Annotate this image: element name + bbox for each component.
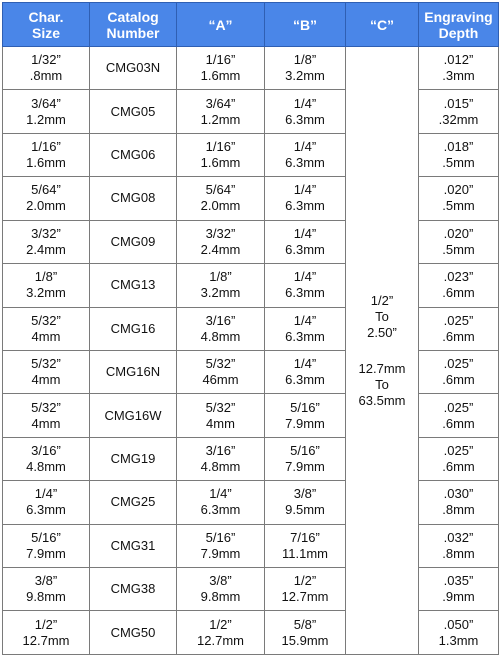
cell-engraving-depth: .025” .6mm: [419, 307, 499, 350]
header-a: “A”: [177, 3, 265, 47]
cell-catalog-number: CMG25: [90, 481, 177, 524]
cell-catalog-number: CMG03N: [90, 47, 177, 90]
cell-b: 1/2” 12.7mm: [265, 568, 346, 611]
cell-engraving-depth: .035” .9mm: [419, 568, 499, 611]
cell-b: 5/16” 7.9mm: [265, 394, 346, 437]
cell-catalog-number: CMG13: [90, 264, 177, 307]
cell-b: 5/16” 7.9mm: [265, 437, 346, 480]
cell-char-size: 3/16” 4.8mm: [3, 437, 90, 480]
cell-a: 3/8” 9.8mm: [177, 568, 265, 611]
cell-b: 1/8” 3.2mm: [265, 47, 346, 90]
cell-char-size: 3/8” 9.8mm: [3, 568, 90, 611]
cell-a: 3/32” 2.4mm: [177, 220, 265, 263]
table-row: [3, 611, 499, 655]
cell-char-size: 5/16” 7.9mm: [3, 524, 90, 567]
cell-engraving-depth: .025” .6mm: [419, 350, 499, 393]
cell-char-size: 1/4” 6.3mm: [3, 481, 90, 524]
cell-engraving-depth: .025” .6mm: [419, 394, 499, 437]
cell-char-size: 3/32” 2.4mm: [3, 220, 90, 263]
table-row: [3, 481, 499, 524]
cell-catalog-number: CMG38: [90, 568, 177, 611]
cell-a: 1/2” 12.7mm: [177, 611, 265, 655]
cell-char-size: 1/16” 1.6mm: [3, 133, 90, 176]
cell-a: 3/16” 4.8mm: [177, 307, 265, 350]
cell-engraving-depth: .012” .3mm: [419, 47, 499, 90]
cell-engraving-depth: .018” .5mm: [419, 133, 499, 176]
cell-b: 1/4” 6.3mm: [265, 350, 346, 393]
cell-engraving-depth: .023” .6mm: [419, 264, 499, 307]
table-row: [3, 133, 499, 176]
header-row: [3, 3, 499, 47]
table-row: [3, 524, 499, 567]
cell-catalog-number: CMG19: [90, 437, 177, 480]
engraving-spec-table: [2, 2, 499, 655]
cell-catalog-number: CMG16: [90, 307, 177, 350]
table-row: [3, 437, 499, 480]
header-b: “B”: [265, 3, 346, 47]
cell-catalog-number: CMG16N: [90, 350, 177, 393]
cell-a: 1/8” 3.2mm: [177, 264, 265, 307]
cell-char-size: 5/32” 4mm: [3, 307, 90, 350]
cell-c-range: 1/2” To 2.50” 12.7mm To 63.5mm: [346, 47, 419, 655]
cell-a: 5/32” 46mm: [177, 350, 265, 393]
cell-engraving-depth: .020” .5mm: [419, 220, 499, 263]
cell-catalog-number: CMG06: [90, 133, 177, 176]
cell-a: 1/4” 6.3mm: [177, 481, 265, 524]
cell-b: 3/8” 9.5mm: [265, 481, 346, 524]
cell-char-size: 5/64” 2.0mm: [3, 177, 90, 220]
header-c: “C”: [346, 3, 419, 47]
cell-engraving-depth: .032” .8mm: [419, 524, 499, 567]
cell-catalog-number: CMG50: [90, 611, 177, 655]
cell-b: 1/4” 6.3mm: [265, 177, 346, 220]
cell-b: 1/4” 6.3mm: [265, 264, 346, 307]
table-row: [3, 220, 499, 263]
table-row: [3, 264, 499, 307]
cell-b: 1/4” 6.3mm: [265, 220, 346, 263]
table-row: [3, 90, 499, 133]
header-catalog-number: Catalog Number: [90, 3, 177, 47]
cell-char-size: 3/64” 1.2mm: [3, 90, 90, 133]
cell-engraving-depth: .025” .6mm: [419, 437, 499, 480]
table-row: [3, 47, 499, 90]
cell-char-size: 5/32” 4mm: [3, 350, 90, 393]
cell-a: 3/16” 4.8mm: [177, 437, 265, 480]
cell-char-size: 5/32” 4mm: [3, 394, 90, 437]
table-row: [3, 394, 499, 437]
cell-a: 1/16” 1.6mm: [177, 133, 265, 176]
cell-char-size: 1/2” 12.7mm: [3, 611, 90, 655]
cell-char-size: 1/8” 3.2mm: [3, 264, 90, 307]
cell-char-size: 1/32” .8mm: [3, 47, 90, 90]
cell-a: 5/64” 2.0mm: [177, 177, 265, 220]
cell-b: 5/8” 15.9mm: [265, 611, 346, 655]
cell-a: 1/16” 1.6mm: [177, 47, 265, 90]
table-row: [3, 568, 499, 611]
table-row: [3, 177, 499, 220]
cell-a: 5/32” 4mm: [177, 394, 265, 437]
cell-engraving-depth: .030” .8mm: [419, 481, 499, 524]
cell-b: 1/4” 6.3mm: [265, 307, 346, 350]
cell-b: 1/4” 6.3mm: [265, 133, 346, 176]
cell-catalog-number: CMG05: [90, 90, 177, 133]
cell-catalog-number: CMG16W: [90, 394, 177, 437]
cell-engraving-depth: .020” .5mm: [419, 177, 499, 220]
cell-a: 5/16” 7.9mm: [177, 524, 265, 567]
header-char-size: Char. Size: [3, 3, 90, 47]
cell-b: 7/16” 11.1mm: [265, 524, 346, 567]
cell-a: 3/64” 1.2mm: [177, 90, 265, 133]
header-engraving-depth: Engraving Depth: [419, 3, 499, 47]
cell-engraving-depth: .015” .32mm: [419, 90, 499, 133]
cell-catalog-number: CMG31: [90, 524, 177, 567]
cell-b: 1/4” 6.3mm: [265, 90, 346, 133]
cell-catalog-number: CMG09: [90, 220, 177, 263]
cell-engraving-depth: .050” 1.3mm: [419, 611, 499, 655]
table-row: [3, 350, 499, 393]
cell-catalog-number: CMG08: [90, 177, 177, 220]
table-row: [3, 307, 499, 350]
